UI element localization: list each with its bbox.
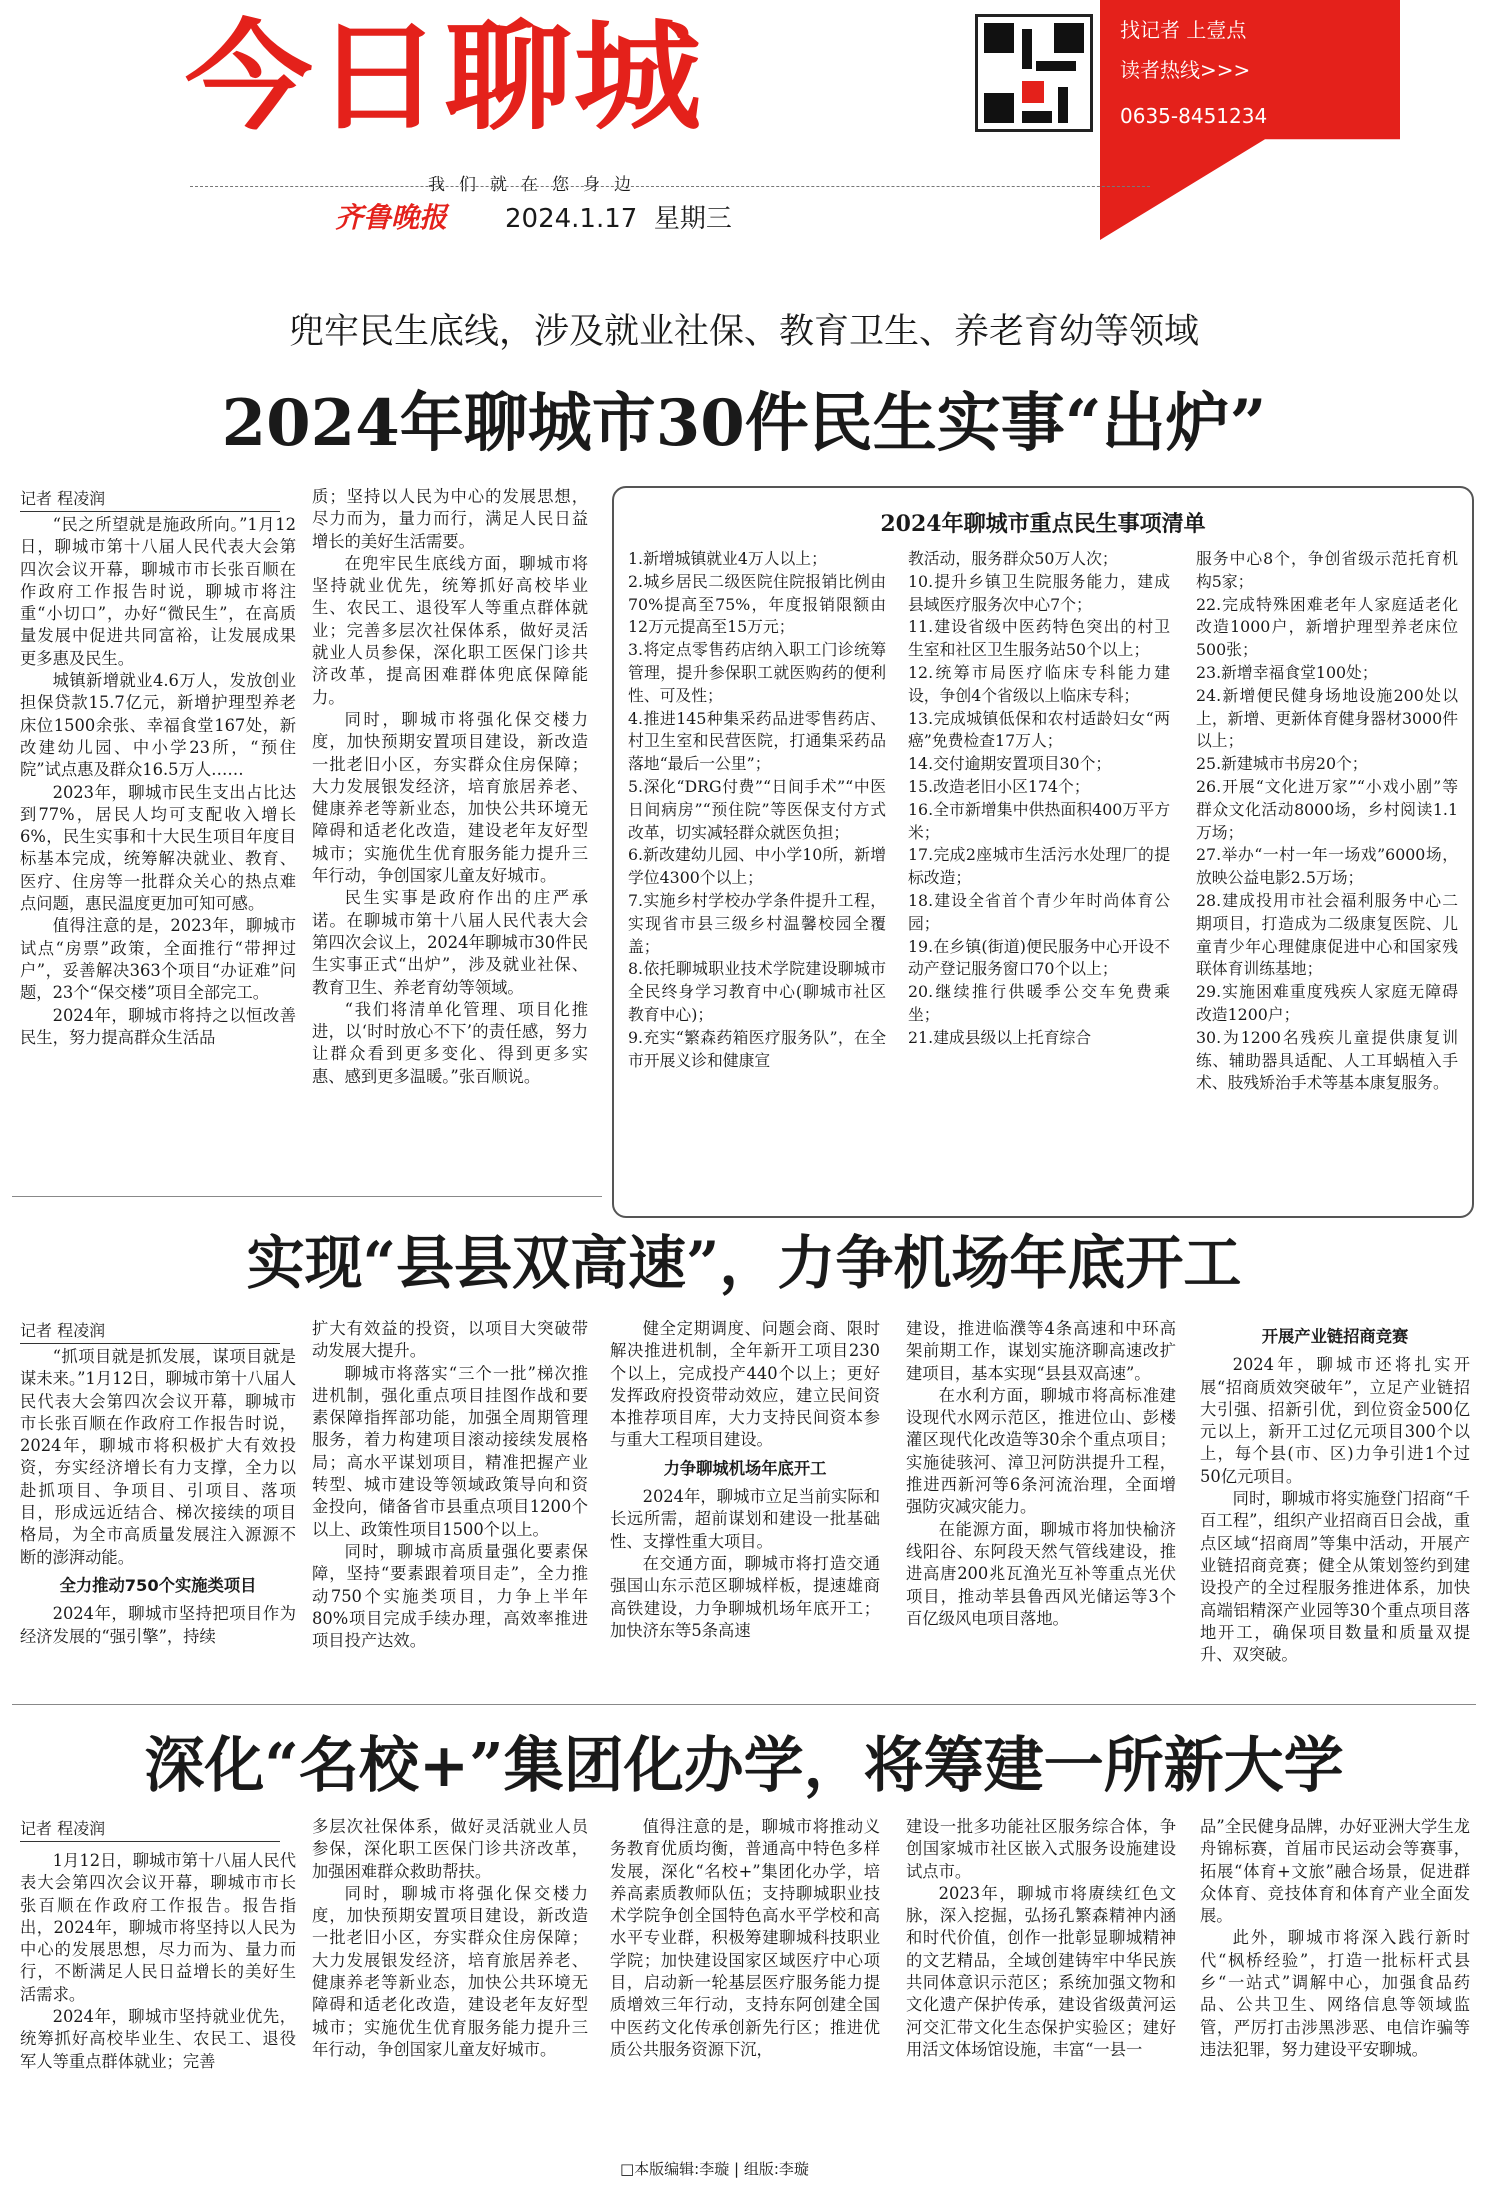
paragraph: 2024年，聊城市立足当前实际和长远所需，超前谋划和建设一批基础性、支撑性重大项目。 xyxy=(610,1487,880,1551)
date: 2024.1.17 xyxy=(505,204,638,234)
paragraph: 扩大有效益的投资，以项目大突破带动发展大提升。 xyxy=(312,1319,588,1361)
article3-headline[interactable]: 深化“名校+”集团化办学，将筹建一所新大学 xyxy=(144,1731,1344,1801)
article1-kicker: 兜牢民生底线，涉及就业社保、教育卫生、养老育幼等领域 xyxy=(288,312,1199,352)
paragraph: 2024年，聊城市还将扎实开展“招商质效突破年”，立足产业链招大引强、招新引优，到位资金500亿元以上，新开工过亿元项目300个以上，每个县(市、区)力争引进1个过50亿元项目。 xyxy=(1200,1355,1470,1486)
article3-col3 xyxy=(610,1816,880,2150)
list-item: 25.新建城市书房20个； xyxy=(1196,754,1368,774)
list-col1 xyxy=(628,548,886,1208)
list-item: 27.举办“一村一年一场戏”6000场，放映公益电影2.5万场； xyxy=(1196,845,1458,888)
list-col2 xyxy=(908,548,1170,1208)
paragraph: 2024年，聊城市坚持就业优先，统筹抓好高校毕业生、农民工、退役军人等重点群体就业；完善 xyxy=(20,2007,296,2071)
list-item: 教活动，服务群众50万人次； xyxy=(908,549,1118,568)
list-item: 19.在乡镇(街道)便民服务中心开设不动产登记服务窗口70个以上； xyxy=(908,936,1170,979)
article2-headline[interactable]: 实现“县县双高速”，力争机场年底开工 xyxy=(246,1229,1242,1297)
list-item: 11.建设省级中医药特色突出的村卫生室和社区卫生服务站50个以上； xyxy=(908,617,1170,660)
article2-col1 xyxy=(20,1346,296,1696)
article2-col3 xyxy=(610,1318,880,1698)
list-item: 21.建成县级以上托育综合 xyxy=(908,1027,1092,1047)
article3-col4 xyxy=(906,1816,1176,2150)
list-item: 28.建成投用市社会福利服务中心二期项目，打造成为二级康复医院、儿童青少年心理健康促进中心和国家残联体育训练基地； xyxy=(1196,890,1458,979)
paragraph: 民生实事是政府作出的庄严承诺。在聊城市第十八届人民代表大会第四次会议上，2024年聊城市30件民生实事正式“出炉”，涉及就业社保、教育卫生、养老育幼等领域。 xyxy=(312,888,588,997)
list-item: 20.继续推行供暖季公交车免费乘坐； xyxy=(908,982,1170,1024)
article1-byline: 记者 程凌润 xyxy=(20,486,280,512)
paragraph: 多层次社保体系，做好灵活就业人员参保，深化职工医保门诊共济改革，加强困难群众救助帮扶。 xyxy=(312,1817,588,1881)
list-item: 4.推进145种集采药品进零售药店、村卫生室和民营医院，打通集采药品落地“最后一公里”； xyxy=(628,708,886,774)
paragraph: 建设一批多功能社区服务综合体，争创国家城市社区嵌入式服务设施建设试点市。 xyxy=(906,1817,1176,1881)
list-item: 29.实施困难重度残疾人家庭无障碍改造1200户； xyxy=(1196,982,1458,1024)
page-footer: □本版编辑:李璇 | 组版:李璇 xyxy=(620,2160,809,2178)
list-item: 18.建设全省首个青少年时尚体育公园； xyxy=(908,890,1170,933)
list-item: 3.将定点零售药店纳入职工门诊统筹管理，提升参保职工就医购药的便利性、可及性； xyxy=(628,640,886,705)
paragraph: 1月12日，聊城市第十八届人民代表大会第四次会议开幕，聊城市市长张百顺在作政府工作报告。报告指出，2024年，聊城市将坚持以人民为中心的发展思想，尽力而为、量力而行，不断满足人民日益增长的美好生活需求。 xyxy=(20,1851,296,2004)
article3-col2 xyxy=(312,1816,588,2150)
divider xyxy=(12,1704,1476,1705)
list-item: 10.提升乡镇卫生院服务能力，建成县域医疗服务次中心7个； xyxy=(908,571,1170,614)
article2-byline: 记者 程凌润 xyxy=(20,1318,280,1344)
qr-code-icon[interactable] xyxy=(975,14,1093,132)
list-item: 17.完成2座城市生活污水处理厂的提标改造； xyxy=(908,845,1170,888)
list-item: 5.深化“DRG付费”“日间手术”“中医日间病房”“预住院”等医保支付方式改革，切实减轻群众就医负担； xyxy=(628,776,886,842)
paragraph: 聊城市将落实“三个一批”梯次推进机制，强化重点项目挂图作战和要素保障指挥部功能，加强全周期管理服务，着力构建项目滚动接续发展格局；高水平谋划项目，精准把握产业转型、城市建设等领域政策导向和资金投向，储备省市县重点项目1200个以上、政策性项目1500个以上。 xyxy=(312,1363,588,1539)
article2-col4 xyxy=(906,1318,1176,1698)
dateline xyxy=(505,198,732,235)
list-item: 26.开展“文化进万家”“小戏小剧”等群众文化活动8000场，乡村阅读1.1万场； xyxy=(1196,776,1458,842)
paragraph: 城镇新增就业4.6万人，发放创业担保贷款15.7亿元，新增护理型养老床位1500余张、幸福食堂167处，新改建幼儿园、中小学23所，“预住院”试点惠及群众16.5万人…… xyxy=(20,671,296,780)
paragraph: 2023年，聊城市民生支出占比达到77%，居民人均可支配收入增长6%，民生实事和十大民生项目年度目标基本完成，统筹解决就业、教育、医疗、住房等一批群众关心的热点难点问题，惠民温度更加可知可感。 xyxy=(20,782,296,914)
paragraph: 品”全民健身品牌，办好亚洲大学生龙舟锦标赛，首届市民运动会等赛事，拓展“体育+文旅”融合场景，促进群众体育、竞技体育和体育产业全面发展。 xyxy=(1200,1817,1470,1926)
list-item: 服务中心8个，争创省级示范托育机构5家； xyxy=(1196,549,1458,591)
paragraph: 质；坚持以人民为中心的发展思想，尽力而为，量力而行，满足人民日益增长的美好生活需要。 xyxy=(312,487,588,551)
masthead-slogan: 我们就在您身边 xyxy=(428,175,645,195)
paragraph: 在水利方面，聊城市将高标准建设现代水网示范区，推进位山、彭楼灌区现代化改造等30余个重点项目；实施徒骇河、漳卫河防洪提升工程，推进西新河等6条河流治理，全面增强防灾减灾能力。 xyxy=(906,1385,1176,1517)
paragraph: 在兜牢民生底线方面，聊城市将坚持就业优先，统筹抓好高校毕业生、农民工、退役军人等重点群体就业；完善多层次社保体系，做好灵活就业人员参保，深化职工医保门诊共济改革，提高困难群体兜底保障能力。 xyxy=(312,553,588,707)
paragraph: 值得注意的是，2023年，聊城市试点“房票”政策，全面推行“带押过户”，妥善解决363个项目“办证难”问题，23个“保交楼”项目全部完工。 xyxy=(20,916,296,1003)
article2-col2 xyxy=(312,1318,588,1698)
list-item: 9.充实“繁森药箱医疗服务队”，在全市开展义诊和健康宣 xyxy=(628,1027,886,1070)
article1-headline[interactable]: 2024年聊城市30件民生实事“出炉” xyxy=(221,386,1267,461)
paragraph: “我们将清单化管理、项目化推进，以‘时时放心不下’的责任感，努力让群众看到更多变化、得到更多实惠、感到更多温暖。”张百顺说。 xyxy=(312,999,588,1086)
subheading: 力争聊城机场年底开工 xyxy=(663,1458,827,1478)
article2-col5 xyxy=(1200,1326,1470,1698)
list-item: 24.新增便民健身场地设施200处以上，新增、更新体育健身器材3000件以上； xyxy=(1196,685,1458,751)
paper-logo: 齐鲁晚报 xyxy=(335,201,448,234)
list-item: 7.实施乡村学校办学条件提升工程，实现省市县三级乡村温馨校园全覆盖； xyxy=(628,890,886,956)
masthead-title: 今日聊城 xyxy=(185,8,704,146)
hotline-phone: 0635-8451234 xyxy=(1120,104,1268,128)
list-item: 13.完成城镇低保和农村适龄妇女“两癌”免费检查17万人； xyxy=(908,708,1170,751)
list-item: 1.新增城镇就业4万人以上； xyxy=(628,549,827,568)
list-item: 8.依托聊城职业技术学院建设聊城市全民终身学习教育中心(聊城市社区教育中心)； xyxy=(628,959,886,1024)
divider xyxy=(12,1196,602,1197)
list-item: 12.统筹市局医疗临床专科能力建设，争创4个省级以上临床专科； xyxy=(908,662,1170,705)
paragraph: 同时，聊城市将实施登门招商“千百工程”，组织产业招商百日会战，重点区域“招商周”等集中活动，开展产业链招商竞赛；健全从策划签约到建设投产的全过程服务推进体系，加快高端铝精深产业园等30个重点项目落地开工，确保项目数量和质量双提升、双突破。 xyxy=(1200,1489,1470,1665)
masthead-rule xyxy=(190,186,1150,187)
article1-col2 xyxy=(312,486,588,1186)
paragraph: 在交通方面，聊城市将打造交通强国山东示范区聊城样板，提速雄商高铁建设，力争聊城机场年底开工；加快济东等5条高速 xyxy=(610,1553,880,1640)
list-item: 6.新改建幼儿园、中小学10所，新增学位4300个以上； xyxy=(628,845,886,888)
article1-col1 xyxy=(20,514,296,1184)
paragraph: “抓项目就是抓发展，谋项目就是谋未来。”1月12日，聊城市第十八届人民代表大会第四次会议开幕，聊城市市长张百顺在作政府工作报告时说，2024年，聊城市将积极扩大有效投资，夯实经济增长有力支撑，全力以赴抓项目、争项目、引项目、落项目，形成远近结合、梯次接续的项目格局，为全市高质量发展注入源源不断的澎湃动能。 xyxy=(20,1347,296,1567)
paragraph: 在能源方面，聊城市将加快榆济线阳谷、东阿段天然气管线建设，推进高唐200兆瓦渔光互补等重点光伏项目，推动莘县鲁西风光储运等3个百亿级风电项目落地。 xyxy=(906,1519,1176,1628)
list-item: 16.全市新增集中供热面积400万平方米； xyxy=(908,799,1170,842)
paragraph: 此外，聊城市将深入践行新时代“枫桥经验”，打造一批标杆式县乡“一站式”调解中心，加强食品药品、公共卫生、网络信息等领域监管，严厉打击涉黑涉恶、电信诈骗等违法犯罪，努力建设平安聊城。 xyxy=(1200,1928,1470,2059)
weekday: 星期三 xyxy=(653,204,732,234)
paragraph: 2023年，聊城市将赓续红色文脉，深入挖掘，弘扬孔繁森精神内涵和时代价值，创作一批彰显聊城精神的文艺精品，全域创建铸牢中华民族共同体意识示范区；系统加强文物和文化遗产保护传承，建设省级黄河运河交汇带文化生态保护实验区；建好用活文体场馆设施，丰富“一县一 xyxy=(906,1883,1176,2059)
paragraph: 同时，聊城市将强化保交楼力度，加快预期安置项目建设，新改造一批老旧小区，夯实群众住房保障；大力发展银发经济，培育旅居养老、健康养老等新业态，加快公共环境无障碍和适老化改造，建设老年友好型城市；实施优生优育服务能力提升三年行动，争创国家儿童友好城市。 xyxy=(312,1883,588,2059)
article3-col5 xyxy=(1200,1816,1470,2150)
subheading: 开展产业链招商竞赛 xyxy=(1261,1327,1409,1346)
paragraph: “民之所望就是施政所向。”1月12日，聊城市第十八届人民代表大会第四次会议开幕，聊城市市长张百顺在作政府工作报告时说，聊城市将注重“小切口”，办好“微民生”，在高质量发展中促进共同富裕，让发展成果更多惠及民生。 xyxy=(20,515,296,668)
list-item: 2.城乡居民二级医院住院报销比例由70%提高至75%，年度报销限额由12万元提高至15万元； xyxy=(628,571,886,637)
hotline-label: 读者热线>>> xyxy=(1120,58,1251,82)
list-item: 22.完成特殊困难老年人家庭适老化改造1000户，新增护理型养老床位500张； xyxy=(1196,594,1458,660)
paragraph: 值得注意的是，聊城市将推动义务教育优质均衡，普通高中特色多样发展，深化“名校+”集团化办学，培养高素质教师队伍；支持聊城职业技术学院争创全国特色高水平学校和高水平专业群，积极筹建聊城科技职业学院；加快建设国家区域医疗中心项目，启动新一轮基层医疗服务能力提质增效三年行动，支持东阿创建全国中医药文化传承创新先行区；推进优质公共服务资源下沉， xyxy=(610,1817,880,2059)
article3-byline: 记者 程凌润 xyxy=(20,1816,280,1842)
paragraph: 同时，聊城市高质量强化要素保障，坚持“要素跟着项目走”，全力推动750个实施类项目，力争上半年80%项目完成手续办理，高效率推进项目投产达效。 xyxy=(312,1541,588,1651)
article3-col1 xyxy=(20,1850,296,2150)
list-item: 15.改造老旧小区174个； xyxy=(908,776,1090,796)
paragraph: 健全定期调度、问题会商、限时解决推进机制，全年新开工项目230个以上，完成投产440个以上；更好发挥政府投资带动效应，建立民间资本推荐项目库，大力支持民间资本参与重大工程项目建设。 xyxy=(610,1319,880,1450)
subheading: 全力推动750个实施类项目 xyxy=(59,1575,257,1595)
paragraph: 建设，推进临濮等4条高速和中环高架前期工作，谋划实施济聊高速改扩建项目，基本实现“县县双高速”。 xyxy=(906,1319,1176,1383)
list-item: 23.新增幸福食堂100处； xyxy=(1196,662,1378,682)
hotline-find: 找记者 上壹点 xyxy=(1120,18,1247,42)
livelihood-list-title: 2024年聊城市重点民生事项清单 xyxy=(880,511,1206,537)
paragraph: 2024年，聊城市将持之以恒改善民生，努力提高群众生活品 xyxy=(20,1005,296,1047)
paragraph: 同时，聊城市将强化保交楼力度，加快预期安置项目建设，新改造一批老旧小区，夯实群众住房保障；大力发展银发经济，培育旅居养老、健康养老等新业态，加快公共环境无障碍和适老化改造，建设老年友好型城市；实施优生优育服务能力提升三年行动，争创国家儿童友好城市。 xyxy=(312,709,588,886)
paragraph: 2024年，聊城市坚持把项目作为经济发展的“强引擎”，持续 xyxy=(20,1604,296,1646)
list-item: 30.为1200名残疾儿童提供康复训练、辅助器具适配、人工耳蜗植入手术、肢残矫治手术等基本康复服务。 xyxy=(1196,1027,1458,1093)
list-col3 xyxy=(1196,548,1458,1208)
list-item: 14.交付逾期安置项目30个； xyxy=(908,754,1112,774)
